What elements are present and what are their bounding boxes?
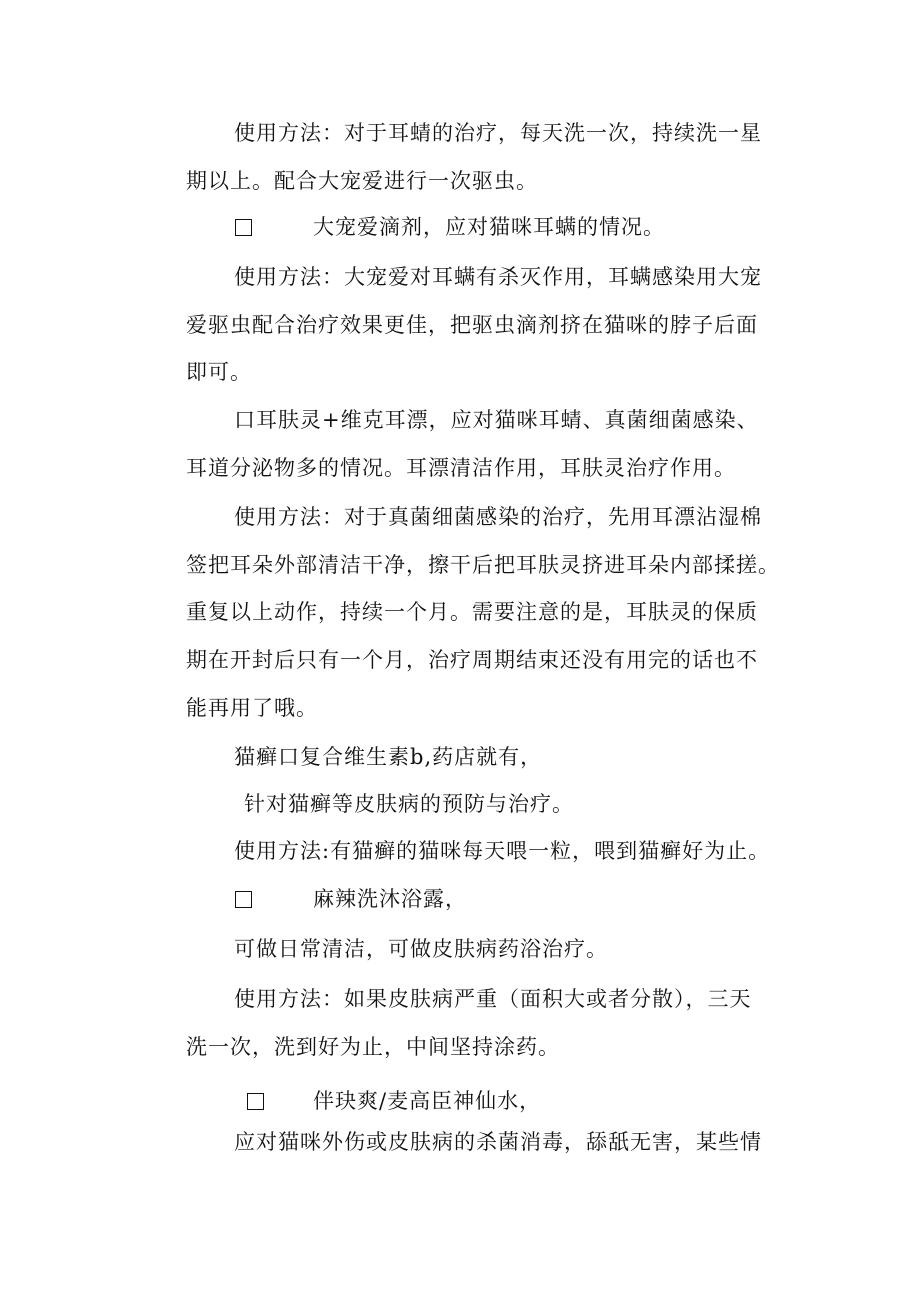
paragraph-line: 针对猫癣等皮肤病的预防与治疗。 [244,792,574,816]
paragraph-line: 期在开封后只有一个月，治疗周期结束还没有用完的话也不 [186,648,758,672]
checkbox-icon [247,1093,264,1110]
paragraph-line: 使用方法：对于耳蜻的治疗，每天洗一次，持续洗一星 [234,121,762,145]
paragraph-line: 能再用了哦。 [186,696,318,720]
paragraph-line: 口耳肤灵+维克耳漂，应对猫咪耳蜻、真菌细菌感染、 [234,408,759,432]
paragraph-line: 使用方法：对于真菌细菌感染的治疗，先用耳漂沾湿棉 [234,505,762,529]
paragraph-line: 耳道分泌物多的情况。耳漂清洁作用，耳肤灵治疗作用。 [186,456,736,480]
paragraph-line: 使用方法：如果皮肤病严重（面积大或者分散），三天 [234,987,752,1011]
paragraph-line: 猫癣口复合维生素b,药店就有， [234,745,543,769]
paragraph-line: 洗一次，洗到好为止，中间坚持涂药。 [186,1035,560,1059]
paragraph-line: 即可。 [186,360,252,384]
checkbox-icon [235,219,252,236]
paragraph-line: 使用方法：大宠爱对耳螨有杀灭作用，耳螨感染用大宠 [234,265,762,289]
paragraph-line: 签把耳朵外部清洁干净，擦干后把耳肤灵挤进耳朵内部揉搓。 [186,553,780,577]
bullet-line: 伴玦爽/麦高臣神仙水， [313,1089,542,1113]
paragraph-line: 可做日常清洁，可做皮肤病药浴治疗。 [234,937,608,961]
paragraph-line: 重复以上动作，持续一个月。需要注意的是，耳肤灵的保质 [186,600,758,624]
paragraph-line: 应对猫咪外伤或皮肤病的杀菌消毒，舔舐无害，某些情 [234,1130,762,1154]
checkbox-icon [235,891,252,908]
paragraph-line: 爱驱虫配合治疗效果更佳，把驱虫滴剂挤在猫咪的脖子后面 [186,313,758,337]
bullet-line: 麻辣洗沐浴露， [313,887,467,911]
bullet-line: 大宠爱滴剂，应对猫咪耳螨的情况。 [313,215,665,239]
paragraph-line: 期以上。配合大宠爱进行一次驱虫。 [186,169,538,193]
paragraph-line: 使用方法:有猫癣的猫咪每天喂一粒，喂到猫癣好为止。 [234,839,771,863]
